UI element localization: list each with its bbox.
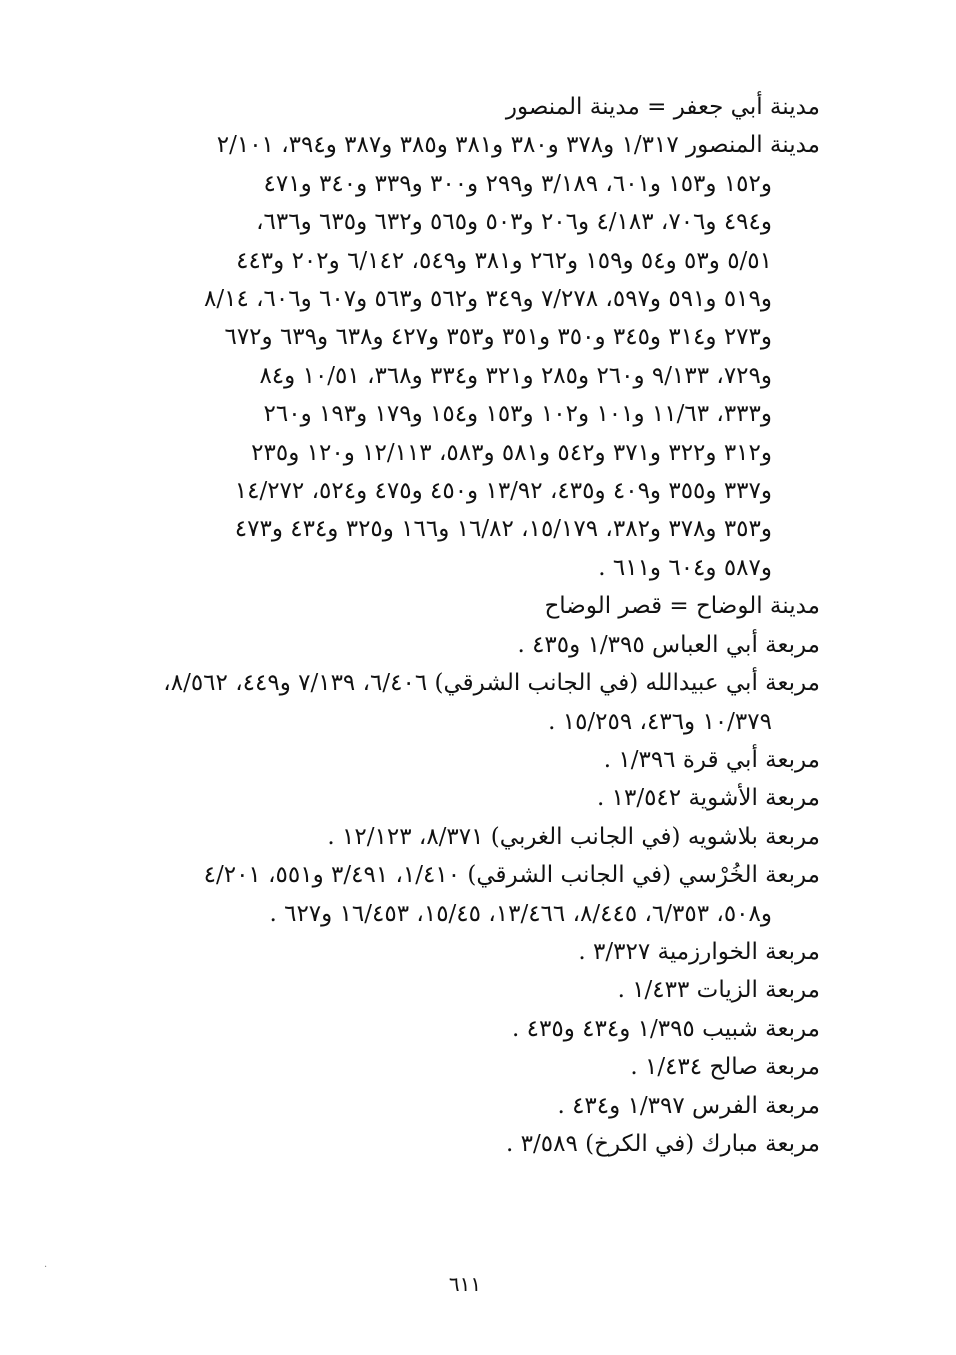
margin-dot: · [44,1262,48,1273]
entry-line: و١٥٢ و١٥٣ و٦٠١، ٣/١٨٩ و٢٩٩ و٣٠٠ و٣٣٩ و٣٤٠ و٤٧١ [263,170,772,197]
entry-line: و٧٢٩، ٩/١٣٣ و٢٦٠ و٢٨٥ و٣٢١ و٣٣٤ و٣٦٨، ١٠/٥١ و٨٤ [259,362,772,389]
entry-line: و٣١٢ و٣٢٢ و٣٧١ و٥٤٢ و٥٨١ و٥٨٣، ١٢/١١٣ و١٢٠ و٢٣٥ [251,439,772,466]
entry-line: مربعة صالح ١/٤٣٤ . [630,1054,820,1081]
entry-line: و٥٨٧ و٦٠٤ و٦١١ . [598,554,772,581]
index-entry [110,126,820,587]
index-text [110,88,820,1163]
entry-line: ١٠/٣٧٩ و٤٣٦، ١٥/٢٥٩ . [548,708,772,735]
entry-line: مربعة الزيات ١/٤٣٣ . [617,977,820,1004]
page-number: ٦١١ [448,1272,482,1296]
entry-line: مربعة أبي العباس ١/٣٩٥ و٤٣٥ . [517,631,820,658]
entry-line: مربعة أبي قرة ١/٣٩٦ . [603,746,820,773]
index-entry [110,971,820,1009]
entry-line: مربعة الفرس ١/٣٩٧ و٤٣٤ . [557,1092,820,1119]
index-entry [110,626,820,664]
entry-line: مربعة أبي عبيدالله (في الجانب الشرقي) ٦/٤٠٦، ٧/١٣٩ و٤٤٩، ٨/٥٦٢، [163,670,820,697]
index-entry [110,1048,820,1086]
entry-line: مربعة الخُرْسي (في الجانب الشرقي) ١/٤١٠، ٣/٤٩١ و٥٥١، ٤/٢٠١ [203,862,820,889]
entry-line: مدينة المنصور ١/٣١٧ و٣٧٨ و٣٨٠ و٣٨١ و٣٨٥ و٣٨٧ و٣٩٤، ٢/١٠١ [216,132,820,159]
entry-line: و٥١٩ و٥٩١ و٥٩٧، ٧/٢٧٨ و٣٤٩ و٥٦٢ و٥٦٣ و٦٠٧ و٦٠٦، ٨/١٤ [203,286,772,313]
entry-line: مدينة أبي جعفر = مدينة المنصور [505,94,820,120]
index-entry [110,779,820,817]
entry-line: و٥٠٨، ٦/٣٥٣، ٨/٤٤٥، ١٣/٤٦٦، ١٥/٤٥، ١٦/٤٥٣ و٦٢٧ . [269,900,772,927]
index-entry [110,741,820,779]
entry-line: و٣٣٣، ١١/٦٣ و١٠١ و١٠٢ و١٥٣ و١٥٤ و١٧٩ و١٩٣ و٢٦٠ [263,401,772,428]
entry-line: و٣٥٣ و٣٧٨ و٣٨٢، ١٥/١٧٩، ١٦/٨٢ و١٦٦ و٣٢٥ و٤٣٤ و٤٧٣ [234,516,772,543]
index-entry [110,856,820,933]
entry-line: مربعة مبارك (في الكرخ) ٣/٥٨٩ . [506,1130,820,1157]
index-entry [110,1087,820,1125]
entry-line: و٢٧٣ و٣١٤ و٣٤٥ و٣٥٠ و٣٥١ و٣٥٣ و٤٢٧ و٦٣٨ و٦٣٩ و٦٧٢ [224,324,772,351]
entry-line: و٤٩٤ و٧٠٦، ٤/١٨٣ و٢٠٦ و٥٠٣ و٥٦٥ و٦٣٢ و٦٣٥ و٦٣٦، [256,209,772,236]
entry-line: مربعة شبيب ١/٣٩٥ و٤٣٤ و٤٣٥ . [512,1015,820,1042]
entry-line: و٣٣٧ و٣٥٥ و٤٠٩ و٤٣٥، ١٣/٩٢ و٤٥٠ و٤٧٥ و٥٢٤، ١٤/٢٧٢ [234,478,772,505]
entry-line: ٥/٥١ و٥٣ و٥٤ و١٥٩ و٢٦٢ و٣٨١ و٥٤٩، ٦/١٤٢ و٢٠٢ و٤٤٣ [236,247,772,274]
entry-line: مربعة بلاشويه (في الجانب الغربي) ٨/٣٧١، ١٢/١٢٣ . [327,823,820,850]
index-entry [110,818,820,856]
index-entry [110,664,820,741]
entry-line: مدينة الوضاح = قصر الوضاح [544,593,820,620]
index-entry [110,1010,820,1048]
index-entry [110,1125,820,1163]
index-entry [110,933,820,971]
index-entry [110,88,820,126]
index-entry [110,587,820,625]
entry-line: مربعة الأشوية ١٣/٥٤٢ . [596,785,820,812]
entry-line: مربعة الخوارزمية ٣/٣٢٧ . [578,938,820,965]
